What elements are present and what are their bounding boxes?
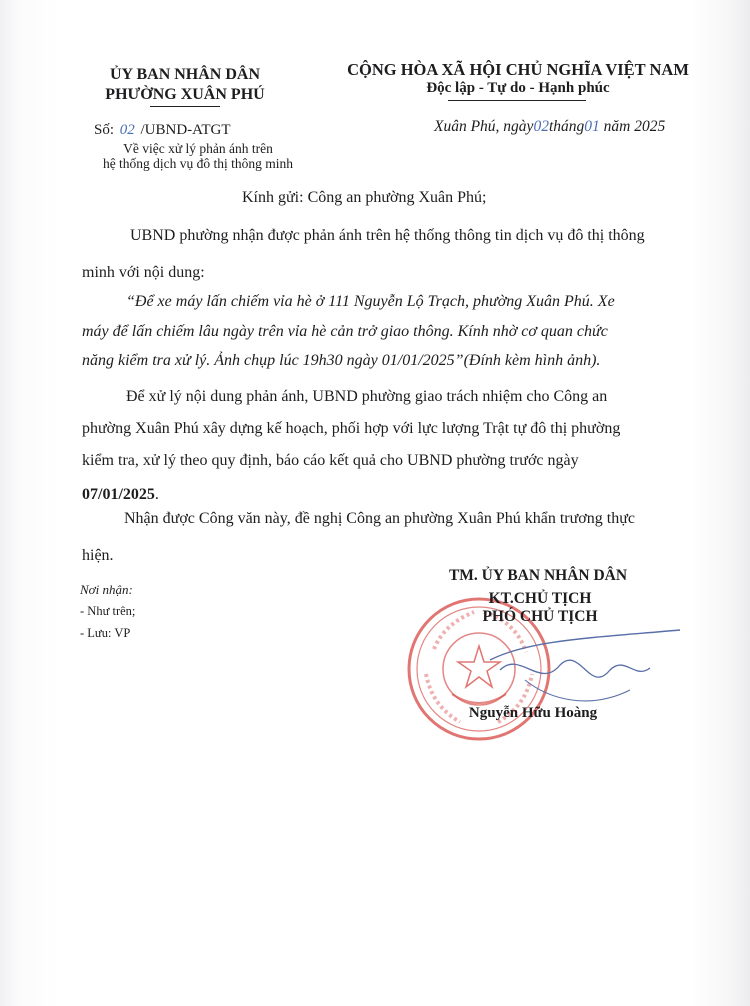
- signature-line2: KT.CHỦ TỊCH: [488, 590, 592, 607]
- date-month: 01: [584, 118, 600, 135]
- org-underline: [150, 106, 220, 107]
- date-day: 02: [533, 118, 549, 135]
- paragraph2-line4: [82, 485, 159, 505]
- quote-line1: “Để xe máy lấn chiếm vỉa hè ở 111 Nguyễn Lộ Trạch, phường Xuân Phú. Xe: [126, 293, 615, 310]
- paragraph2-line3: kiểm tra, xử lý theo quy định, báo cáo kết quả cho UBND phường trước ngày: [82, 452, 579, 469]
- date-year: năm 2025: [603, 118, 666, 135]
- org-name-line1: ỦY BAN NHÂN DÂN: [109, 66, 261, 83]
- nation-motto: Độc lập - Tự do - Hạnh phúc: [426, 80, 610, 96]
- recipients-title: Nơi nhận:: [80, 582, 133, 597]
- paragraph2-line1: Để xử lý nội dung phản ánh, UBND phường giao trách nhiệm cho Công an: [126, 388, 608, 405]
- document-date: [434, 118, 665, 136]
- paragraph3-line2: hiện.: [82, 547, 114, 564]
- document-number: [94, 122, 231, 139]
- paragraph1-line2: minh với nội dung:: [82, 264, 205, 281]
- greeting: Kính gửi: Công an phường Xuân Phú;: [242, 189, 487, 206]
- quote-line3: năng kiểm tra xử lý. Ảnh chụp lúc 19h30 ngày 01/01/2025”(Đính kèm hình ảnh).: [82, 352, 601, 369]
- subject-line1: Về việc xử lý phản ánh trên: [123, 141, 273, 156]
- org-name-line2: PHƯỜNG XUÂN PHÚ: [105, 86, 265, 103]
- signature-line3: PHÓ CHỦ TỊCH: [482, 608, 598, 625]
- doc-number-handwritten: 02: [119, 122, 135, 138]
- motto-underline: [448, 100, 586, 101]
- doc-number-suffix: /UBND-ATGT: [140, 122, 231, 138]
- paragraph2-line2: phường Xuân Phú xây dựng kế hoạch, phối hợp với lực lượng Trật tự đô thị phường: [82, 420, 621, 437]
- recipient-item-1: - Như trên;: [80, 604, 136, 618]
- subject-line2: hệ thống dịch vụ đô thị thông minh: [102, 156, 294, 171]
- signature-line1: TM. ỦY BAN NHÂN DÂN: [448, 567, 628, 584]
- quote-line2: máy để lấn chiếm lâu ngày trên vỉa hè cản trở giao thông. Kính nhờ cơ quan chức: [82, 323, 608, 340]
- nation-title: CỘNG HÒA XÃ HỘI CHỦ NGHĨA VIỆT NAM: [347, 60, 689, 79]
- date-place: Xuân Phú, ngày: [434, 118, 534, 135]
- deadline-date: 07/01/2025: [82, 486, 155, 503]
- signer-name: Nguyễn Hữu Hoàng: [468, 705, 598, 721]
- paragraph2-period: .: [154, 486, 159, 503]
- paragraph3-line1: Nhận được Công văn này, đề nghị Công an phường Xuân Phú khẩn trương thực: [124, 510, 635, 527]
- paragraph1-line1: UBND phường nhận được phản ánh trên hệ thống thông tin dịch vụ đô thị thông: [130, 227, 645, 244]
- doc-number-prefix: Số:: [94, 122, 115, 138]
- recipient-item-2: - Lưu: VP: [80, 626, 131, 640]
- date-month-label: tháng: [548, 118, 585, 135]
